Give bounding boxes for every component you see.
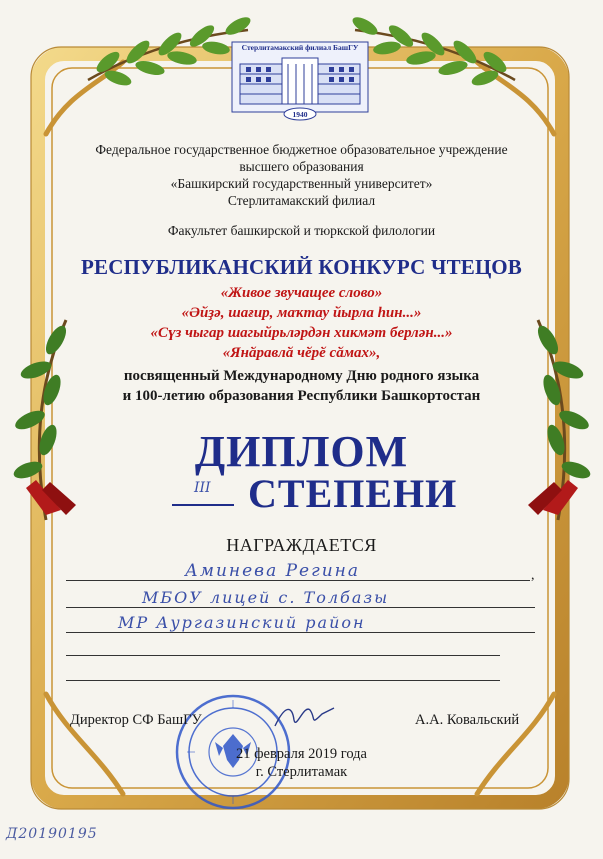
recipient-line-3 bbox=[66, 632, 535, 633]
director-name: А.А. Ковальский bbox=[415, 712, 520, 728]
logo-caption: Стерлитамакский филиал БашГУ bbox=[241, 43, 359, 52]
institution-line-4: Стерлитамакский филиал bbox=[227, 193, 376, 208]
top-right-laurel bbox=[345, 0, 525, 90]
contest-subtitle-1: «Живое звучащее слово» bbox=[220, 285, 383, 301]
issue-date: 21 февраля 2019 года bbox=[235, 746, 367, 762]
degree-blank bbox=[172, 478, 234, 506]
dedication-line-2: и 100-летию образования Республики Башкортостан bbox=[122, 388, 481, 404]
decorative-frame bbox=[28, 14, 572, 814]
comma: , bbox=[531, 568, 535, 583]
awarded-label: НАГРАЖДАЕТСЯ bbox=[226, 535, 377, 555]
diploma-title: ДИПЛОМ bbox=[194, 427, 409, 476]
dedication-line-1: посвященный Международному Дню родного языка bbox=[123, 368, 480, 384]
contest-subtitle-3: «Сүз чыгар шагыйрьләрдән хикмәт берлән...» bbox=[150, 325, 453, 341]
institution-line-2: высшего образования bbox=[239, 159, 364, 174]
logo-year: 1940 bbox=[292, 110, 308, 119]
recipient-school: МБОУ лицей с. Толбазы bbox=[142, 588, 390, 607]
recipient-line-4 bbox=[66, 655, 500, 656]
institution-line-3: «Башкирский государственный университет» bbox=[170, 176, 433, 191]
recipient-district: МР Аургазинский район bbox=[118, 613, 366, 632]
degree-word: СТЕПЕНИ bbox=[248, 471, 458, 516]
recipient-name: Аминева Регина bbox=[185, 561, 360, 581]
degree-number: III bbox=[194, 480, 211, 496]
contest-subtitle-2: «Әйҙә, шағир, маҡтау йырла һин...» bbox=[181, 305, 422, 321]
issue-city: г. Стерлитамак bbox=[255, 764, 348, 780]
university-logo bbox=[230, 40, 370, 122]
institution-line-1: Федеральное государственное бюджетное образовательное учреждение bbox=[95, 142, 508, 157]
signature-scribble bbox=[270, 700, 340, 732]
faculty: Факультет башкирской и тюркской филологии bbox=[167, 223, 436, 238]
director-position: Директор СФ БашГУ bbox=[70, 712, 202, 728]
recipient-line-2 bbox=[66, 607, 535, 608]
contest-title: РЕСПУБЛИКАНСКИЙ КОНКУРС ЧТЕЦОВ bbox=[80, 255, 523, 279]
contest-subtitle-4: «Янӑравлӑ чӗрӗ сӑмах», bbox=[222, 345, 381, 361]
registration-number: Д20190195 bbox=[6, 826, 98, 842]
recipient-line-5 bbox=[66, 680, 500, 681]
